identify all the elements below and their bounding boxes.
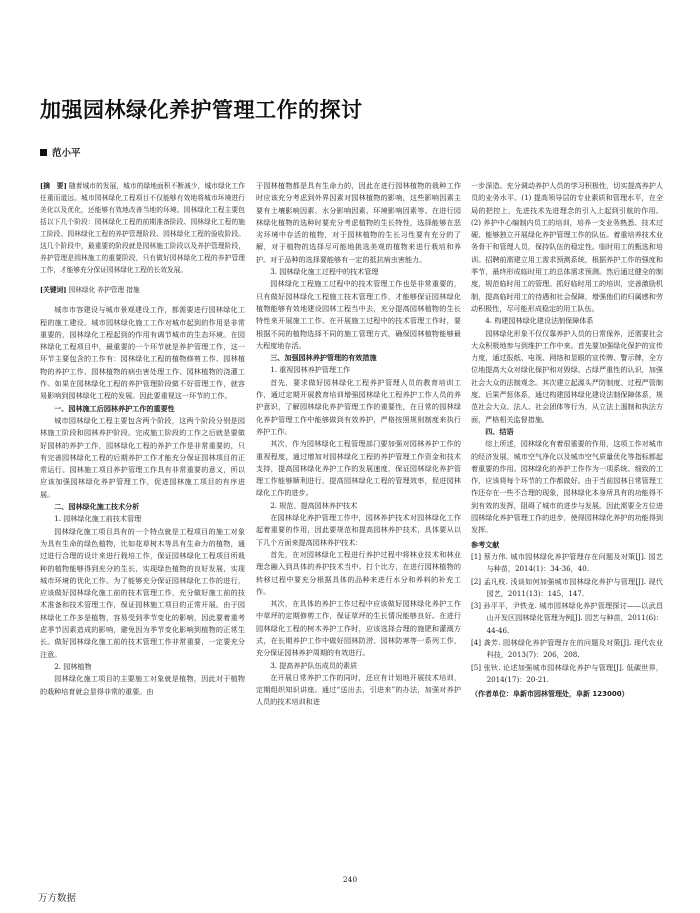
paragraph: 在园林绿化养护管理工作中，园林养护技术对园林绿化工作起着重要的作用，因此要规范和提高园林养护技术，具体要从以下几个方面来提高园林养护技术：: [256, 513, 461, 547]
column-3: [471, 180, 663, 700]
paragraph: 城市园林绿化工程主要包含两个阶段，这两个阶段分别是园林施工阶段和园林养护阶段。完成施工阶段的工作之后就是要做好园林的养护工作，园林绿化工程的养护工作是非常重要的，只有完善园林绿化工程的后期养护工作才能充分保证园林项目的正常运行。园林施工项目养护管理工作具有非常重要的意义，所以应该加强园林绿化养护管理工作，促进园林施工项目的有序进展。: [40, 415, 245, 499]
reference-item: [1] 蔡力伟. 城市园林绿化养护管理存在问题及对策[J]. 园艺与种苗，2014(1)：34-36，40.: [471, 551, 663, 574]
reference-item: [5] 张钬. 论述加强城市园林绿化养护与管理[J]. 低碳世界，2014(17)：20-21.: [471, 662, 663, 684]
author-name: 范小平: [52, 148, 81, 159]
paragraph: 园林绿化施工项目具有的一个特点就是工程项目的施工对象为具有生命的绿色植物，比如花草树木等具有生命力的植物，通过进行合理的设计来进行栽培工作，保证园林绿化工程项目所栽种的植物能够得到充分的生长，实现绿色植物的良好发展，实现城市环境的优化工作。为了能够充分保证园林绿化工作的进行，应该做好园林绿化施工前的技术管理工作，充分做好施工前的技术准备和技术管理工作，保证园林施工项目的正常开展。由于园林绿化工作多是植物，容易受到季节变化的影响，因此要着重考虑季节因素造成的影响，避免因为季节变化影响到植物的正常生长。做好园林绿化施工前的技术管理工作非常重要，一定要充分注意。: [40, 526, 245, 659]
paragraph: 城市市容建设与城市景观建设工作，都需要进行园林绿化工程的施工建设。城市园林绿化施工工作对城市起到的作用是非常重要的，园林绿化工程起到的作用有调节城市的生态环境。在园林绿化工程项目中，最重要的一个环节就是养护管理工作，这一环节主要包含的工作有：园林绿化工程的植物修剪工作、园林植物的养护工作、园林植物的病虫害处理工作、园林植物的浇灌工作。如果在园林绿化工程的养护管理阶段做不好管理工作，就容易影响到园林绿化工程的发展。因此要重视这一环节的工作。: [40, 305, 245, 401]
paragraph: 其次，作为园林绿化工程管理部门要加强对园林养护工作的重视程度，通过增加对园林绿化工程的养护管理工作资金和技术支持，提高园林绿化养护工作的发展速度，保证园林绿化养护管理工作能够顺利进行，提高园林绿化工程的管理效率，促进园林绿化工作的进步。: [256, 439, 461, 498]
keywords-text: 园林绿化 养护管理 措施: [68, 286, 140, 294]
subsection-heading: 4. 构建园林绿化建设法制保障体系: [485, 316, 594, 326]
column-2: [256, 180, 461, 709]
paragraph: 于园林植物都是具有生命力的，因此在进行园林植物的栽种工作时应该充分考虑到外界因素对园林植物的影响，这些影响因素主要有土壤影响因素、水分影响因素、环境影响因素等。在进行园林绿化植物的选种时要充分考虑植物的生长特性，选择能够在恶劣环境中存活的植物，对于园林植物的生长习性要有充分的了解，对于植物的选择尽可能地挑选美观的植物来进行栽培和养护。对于品种的选择要能够有一定的抵抗病虫害能力。: [256, 181, 461, 264]
subsection-heading: 2. 规范、提高园林养护技术: [270, 500, 358, 510]
subsection-heading: 3. 提高养护队伍成员的素质: [270, 660, 358, 670]
paragraph: 首先，在对园林绿化工程进行养护过程中将林业技术和林业理念融入到具体的养护技术当中。打个比方，在进行园林植物的转移过程中要充分根据具体的品种来进行水分和养料的补充工作。: [256, 549, 461, 596]
subsection-heading: 3. 园林绿化施工过程中的技术管理: [270, 267, 379, 277]
keywords: [40, 284, 245, 296]
column-1-body: [40, 304, 245, 698]
publisher-mark: 万方数据: [38, 893, 77, 904]
column-3-body: [471, 180, 663, 537]
section-heading: 四、结语: [485, 426, 514, 436]
section-heading: 二、园林绿化施工技术分析: [54, 502, 140, 512]
abstract-text: 随着城市的发展，城市的绿地面积不断减少，城市绿化工作任重而道远。城市园林绿化工程项目不仅能够有效地将城市环境进行美化以及优化，还能够有效地改善当地的环境。园林绿化工程主要包括以下几个阶段：园林绿化工程的前期准备阶段、园林绿化工程的施工阶段、园林绿化工程的养护管理阶段、园林绿化工程的验收阶段。这几个阶段中，最重要的阶段就是园林施工阶段以及养护管理阶段，养护管理是园林施工的重要阶段，只有做好园林绿化工程的养护管理工作，才能够充分保证园林绿化工程的长效发展。: [40, 182, 246, 274]
column-1: [40, 180, 245, 698]
bullet-square-icon: [40, 149, 47, 156]
article-title: 加强园林绿化养护管理工作的探讨: [40, 98, 363, 122]
author-line: [40, 145, 81, 159]
keywords-label: [关键词]: [40, 286, 67, 294]
subsection-heading: 1. 重视园林养护管理工作: [270, 365, 351, 375]
references-heading: 参考文献: [471, 539, 500, 549]
page-number: 240: [342, 875, 358, 884]
spacer: [40, 296, 245, 304]
subsection-heading: 2. 园林植物: [54, 661, 92, 671]
subsection-heading: 1. 园林绿化施工前技术管理: [54, 514, 142, 524]
paragraph: 园林绿化形象不仅仅靠养护人员的日常保养，还需要社会大众积极地参与到维护工作中来。首先要加强绿化保护的宣传力度，通过报纸、电视、网络和显眼的宣传牌、警示牌，全方位地提高大众对绿化保护和对毁绿、占绿严重性的认识，加强社会大众的法制观念。其次建立起源头严防制度、过程严管制度、后果严惩体系，通过构建园林绿化建设法制保障体系，规范社会大众、法人、社会团体等行为，从立法上遏制和执法方面，严格相关监督措施。: [471, 328, 663, 424]
abstract: [40, 180, 245, 276]
paragraph: 一步深造。充分调动养护人员的学习积极性，切实提高养护人员的业务水平。(1) 提高领导层的专业素质和管理水平，在全局的把控上，先进技术先进理念的引入上起到引航的作用。(2) 养护中心编制内员工的培训，培养一支业务熟悉、技术过硬、能够独立开展绿化养护管理工作的队伍。着重培养技术业务骨干和管理人员，保持队伍的稳定性。临时用工的甄选和培训。招聘前需建立用工需求预测系统，根据养护工作的强度和季节，最终形成临时用工的总体需求预测。然后通过健全的制度，规范临时用工的管理。抓好临时用工的培训，完善激励机制，提高临时用工的待遇和社会保障，增强他们的归属感和劳动积极性，尽可能形成稳定的用工队伍。: [471, 181, 663, 313]
reference-item: [4] 龚芳. 园林绿化养护管理存在的问题及对策[J]. 现代农业科技，2013(7)：206，208.: [471, 637, 663, 660]
author-affiliation: （作者单位：阜新市园林管理处，阜新 123000）: [471, 690, 629, 699]
paragraph: 在开展日常养护工作的同时，还应有计划地开展技术培训，定期组织知识讲座。通过“送出去，引进来”的办法，加强对养护人员的技术培训和进: [256, 672, 461, 707]
paragraph: 首先，要求做好园林绿化工程养护管理人员的教育培训工作，通过定期开展教育培训增强园林绿化工程养护工作人员的养护意识，了解园林绿化养护管理工作的重要性，在日常的园林绿化养护管理工作中能够做到有效养护，严格按照规则制度来执行养护工作。: [256, 377, 461, 436]
paragraph: 综上所述，园林绿化有着很重要的作用，这项工作对城市的经济发展、城市空气净化以及城市空气质量优化等指标都起着重要的作用。园林绿化的养护工作作为一项系统、细致的工作，应该将每个环节的工作都做好。由于当前园林日常管理工作还存在一些不合理的现象，园林绿化本身所具有的功能得不到有效的发挥，阻碍了城市的进步与发展。因此需要全方位进园林绿化养护管理工作的进步，使得园林绿化养护的功能得到发挥。: [471, 439, 663, 535]
paragraph: 园林绿化工程施工过程中的技术管理工作也是非常重要的，只有做好园林绿化工程施工技术管理工作，才能够保证园林绿化植物能够有效地建设园林工程当中去，充分提高园林植物的生长特性来开展施工工作。在开展施工过程中的技术管理工作时，要根据不同的植物选择不同的施工管理方式，确保园林植物能够最大程度地存活。: [256, 279, 461, 350]
abstract-label: [摘 要]: [40, 182, 67, 190]
section-heading: 一、园林施工后园林养护工作的重要性: [54, 403, 175, 413]
paragraph: 其次，在具体的养护工作过程中应该做好园林绿化养护工作中草坪的定期修剪工作，保证草坪的生长情况能够良好。在进行园林绿化工程的树木养护工作时，应该选择合理的施肥和灌溉方式，在长期养护工作中做好园林防涝、园林防寒等一系列工作，充分保证园林养护周期的有效进行。: [256, 599, 461, 658]
column-2-body: [256, 180, 461, 709]
paragraph: 园林绿化施工项目的主要施工对象就是植物，因此对于植物的栽种培育就会显得非常的重要。由: [40, 674, 245, 696]
reference-item: [2] 孟凡枝. 浅谈如何加强城市园林绿化养护与管理[J]. 现代园艺，2011(13)：145，147.: [471, 576, 663, 598]
reference-item: [3] 孙平平，尹铁龙. 城市园林绿化养护管理探讨——以武昌山开发区园林绿化管理为例[J]. 园艺与种苗，2011(6)：44-46.: [471, 601, 663, 635]
references-list: [471, 551, 663, 686]
section-heading: 三、加强园林养护管理的有效措施: [270, 353, 377, 363]
